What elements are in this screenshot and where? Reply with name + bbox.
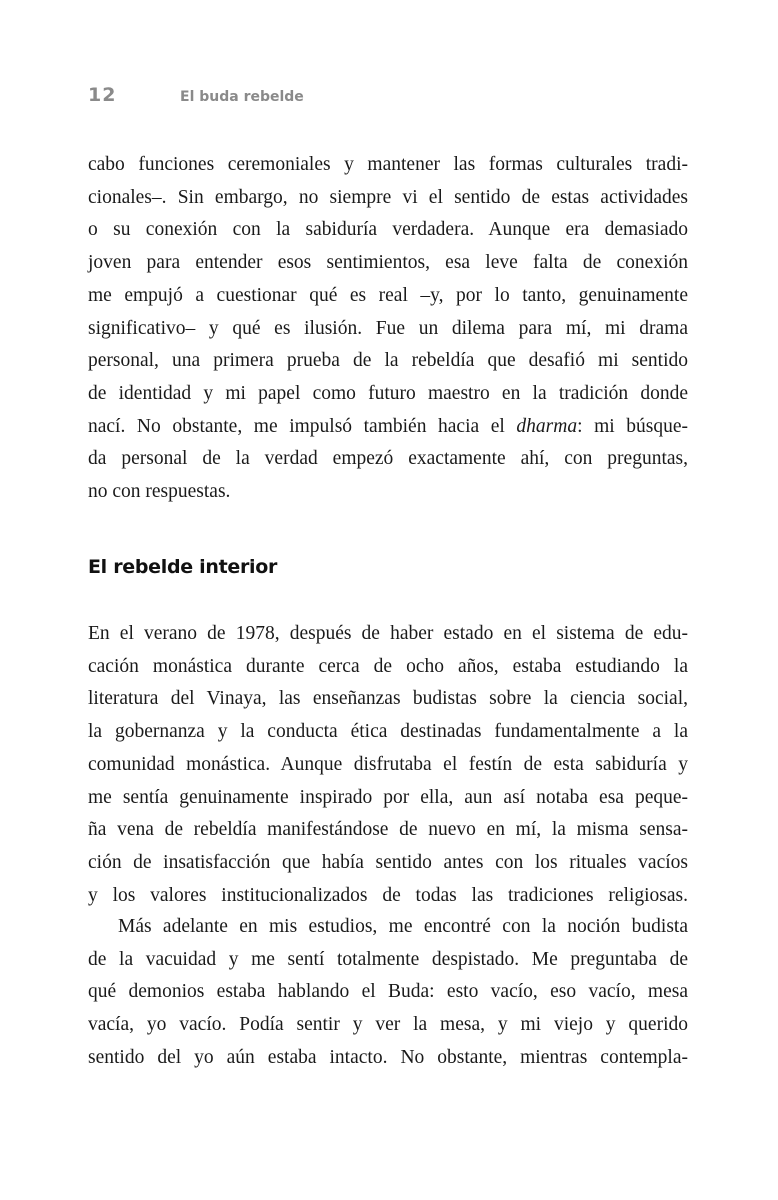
paragraph-line: ña vena de rebeldía manifestándose de nuevo en mí, la misma sensa-	[88, 819, 688, 841]
book-title: El buda rebelde	[180, 89, 304, 105]
paragraph-line: cionales–. Sin embargo, no siempre vi el sentido de estas actividades	[88, 186, 688, 208]
paragraph-line: cación monástica durante cerca de ocho años, estaba estudiando la	[88, 655, 688, 677]
paragraph-line: me empujó a cuestionar qué es real –y, por lo tanto, genuinamente	[88, 284, 688, 306]
paragraph-line: Más adelante en mis estudios, me encontré con la noción budista	[118, 916, 688, 937]
paragraph-line: ción de insatisfacción que había sentido antes con los rituales vacíos	[88, 851, 688, 873]
section-heading: El rebelde interior	[88, 556, 278, 578]
paragraph-line: la gobernanza y la conducta ética destinadas fundamentalmente a la	[88, 721, 688, 743]
paragraph-line: personal, una primera prueba de la rebeldía que desafió mi sentido	[88, 350, 688, 372]
paragraph-1	[88, 149, 688, 509]
paragraph-line: da personal de la verdad empezó exactamente ahí, con preguntas,	[88, 448, 688, 470]
paragraph-line: sentido del yo aún estaba intacto. No obstante, mientras contempla-	[88, 1046, 688, 1068]
paragraph-line: comunidad monástica. Aunque disfrutaba el festín de esta sabiduría y	[88, 753, 688, 775]
paragraph-line: joven para entender esos sentimientos, esa leve falta de conexión	[88, 252, 688, 274]
paragraph-line: y los valores institucionalizados de todas las tradiciones religiosas.	[88, 884, 688, 906]
paragraph-line: o su conexión con la sabiduría verdadera. Aunque era demasiado	[88, 219, 688, 241]
line-text: : mi búsque-	[577, 415, 688, 437]
paragraph-line: qué demonios estaba hablando el Buda: esto vacío, eso vacío, mesa	[88, 981, 688, 1003]
paragraph-3	[88, 911, 688, 1075]
running-head	[88, 84, 304, 108]
paragraph-line: de la vacuidad y me sentí totalmente despistado. Me preguntaba de	[88, 948, 688, 970]
page-number: 12	[88, 84, 117, 106]
paragraph-line: me sentía genuinamente inspirado por ella, aun así notaba esa peque-	[88, 786, 688, 808]
paragraph-line: literatura del Vinaya, las enseñanzas budistas sobre la ciencia social,	[88, 688, 688, 710]
paragraph-line: En el verano de 1978, después de haber estado en el sistema de edu-	[88, 623, 688, 644]
line-text: nací. No obstante, me impulsó también hacia el	[88, 415, 517, 437]
paragraph-line: vacía, yo vacío. Podía sentir y ver la mesa, y mi viejo y querido	[88, 1014, 688, 1036]
paragraph-line: cabo funciones ceremoniales y mantener las formas culturales tradi-	[88, 154, 688, 175]
paragraph-line: significativo– y qué es ilusión. Fue un dilema para mí, mi drama	[88, 317, 688, 339]
italic-term-dharma: dharma	[516, 415, 578, 437]
paragraph-line: de identidad y mi papel como futuro maestro en la tradición donde	[88, 382, 688, 404]
paragraph-line: no con respuestas.	[88, 481, 231, 503]
paragraph-2	[88, 618, 688, 912]
paragraph-line-with-italic	[88, 411, 688, 444]
